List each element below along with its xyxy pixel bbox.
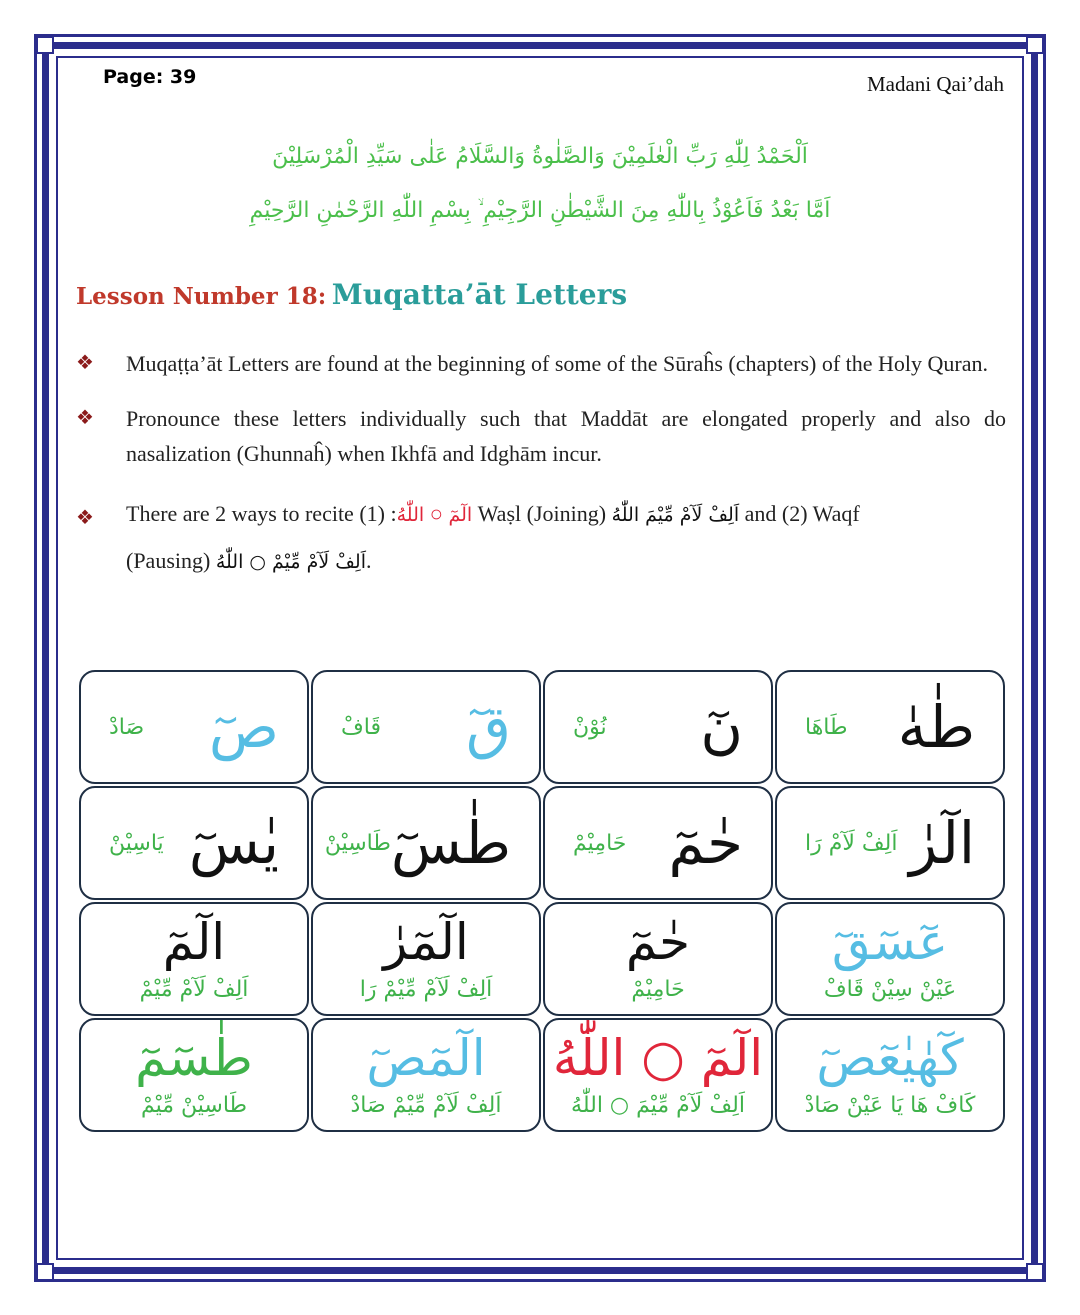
arabic-inline: الٓمٓ: [448, 504, 473, 526]
letter-card: [311, 1018, 541, 1132]
muqattaat-letter: الٓرٰ: [909, 809, 975, 877]
bullet-item: [76, 401, 1006, 471]
letter-pronunciation: اَلِفْ لَآمْ مِّيْمْ رَا: [359, 976, 493, 1002]
muqattaat-letter: الٓمٓ ○ اللّٰهُ: [552, 1028, 764, 1087]
muqattaat-letter: طٰسٓ: [390, 809, 511, 877]
bullet-text: : (1) Waṣl (Joining): [359, 501, 612, 526]
letter-pronunciation: طَاهَا: [805, 714, 848, 740]
frame-corner-br: [1026, 1263, 1044, 1281]
frame-corner-bl: [36, 1263, 54, 1281]
muqattaat-letter: طٰهٰ: [897, 693, 975, 761]
bullet-text: .: [366, 548, 372, 573]
letter-pronunciation: اَلِفْ لَآمْ مِّيْمْ صَادْ: [350, 1092, 502, 1118]
book-title: Madani Qai’dah: [866, 72, 1004, 96]
bullet-text: Muqaṭṭa’āt Letters are found at the beginning of some of the Sūraĥs (chapters) of the Holy Quran.: [126, 351, 989, 376]
muqattaat-letter: صٓ: [208, 693, 279, 761]
letter-pronunciation: اَلِفْ لَآمْ مِّيْمَ ○ اللّٰهُ: [571, 1092, 745, 1118]
letter-card: [311, 902, 541, 1016]
dua-line-1: اَلْحَمْدُ لِلّٰهِ رَبِّ الْعٰلَمِيْنَ وَالصَّلٰوةُ وَالسَّلَامُ عَلٰى سَيِّدِ الْمُرْسَلِيْنَ: [272, 144, 808, 169]
muqattaat-letter: الٓمٓرٰ: [383, 912, 469, 971]
bullet-list: [76, 346, 1006, 605]
letter-card: [543, 902, 773, 1016]
letter-pronunciation: قَافْ: [341, 714, 382, 740]
arabic-inline: اَلِفْ لَآمْ مِّيْمَ اللّٰهُ: [611, 504, 740, 526]
bullet-text: Pronounce these letters individually such that Maddāt are elongated properly and also do nasalization (Ghunnaĥ) when Ikhfā and Idghām incur.: [126, 406, 1006, 466]
letter-card: [543, 1018, 773, 1132]
letter-card: [775, 1018, 1005, 1132]
letter-card: [543, 786, 773, 900]
frame-corner-tl: [36, 36, 54, 54]
letter-card: [79, 1018, 309, 1132]
letter-pronunciation: اَلِفْ لَآمْ رَا: [805, 830, 898, 856]
muqattaat-letter: يٰسٓ: [188, 809, 279, 877]
letter-grid: [79, 670, 1005, 1132]
letter-card: [775, 786, 1005, 900]
bullet-item: [76, 346, 1006, 381]
letter-pronunciation: نُوْنْ: [573, 714, 607, 740]
bullet-text: (Pausing): [126, 548, 216, 573]
letter-pronunciation: طَاسِيْنْ: [324, 830, 391, 856]
arabic-inline: اللّٰهُ: [396, 504, 425, 526]
muqattaat-letter: عٓسٓقٓ: [831, 912, 949, 971]
letter-card: [311, 670, 541, 784]
letter-pronunciation: عَيْنْ سِيْنْ قَافْ: [823, 976, 957, 1002]
letter-pronunciation: حَامِيْمْ: [631, 976, 685, 1002]
muqattaat-letter: حٰمٓ: [668, 809, 743, 877]
letter-card: [79, 902, 309, 1016]
lesson-number: Lesson Number 18:: [76, 283, 327, 310]
lesson-heading: [76, 278, 627, 311]
letter-pronunciation: اَلِفْ لَآمْ مِّيْمْ: [139, 976, 249, 1002]
bullet-text: There are 2 ways to recite: [126, 501, 360, 526]
letter-pronunciation: طَاسِيْنْ مِّيْمْ: [140, 1092, 248, 1118]
letter-pronunciation: يَاسِيْنْ: [109, 830, 164, 856]
dua-line-2: اَمَّا بَعْدُ فَاَعُوْذُ بِاللّٰهِ مِنَ الشَّيْطٰنِ الرَّجِيْمِ ۙ بِسْمِ اللّٰهِ الرَّحْمٰنِ الرَّحِيْمِ: [249, 198, 831, 223]
bullet-diamond-icon: ❖: [76, 352, 94, 374]
letter-card: [775, 902, 1005, 1016]
muqattaat-letter: قٓ: [465, 693, 511, 761]
letter-card: [775, 670, 1005, 784]
muqattaat-letter: نٓ: [700, 693, 743, 761]
letter-pronunciation: حَامِيْمْ: [573, 830, 627, 856]
letter-card: [543, 670, 773, 784]
frame-corner-tr: [1026, 36, 1044, 54]
muqattaat-letter: حٰمٓ: [625, 912, 691, 971]
page-number: Page: 39: [103, 66, 197, 88]
letter-pronunciation: صَادْ: [109, 714, 145, 740]
lesson-title: Muqatta’āt Letters: [331, 278, 628, 311]
muqattaat-letter: كٓهٰيٰعٓصٓ: [816, 1028, 964, 1087]
muqattaat-letter: الٓمٓ: [162, 912, 226, 971]
bullet-item: [76, 491, 1006, 585]
separator: ○: [424, 501, 449, 526]
muqattaat-letter: الٓمٓصٓ: [366, 1028, 486, 1087]
arabic-inline: اَلِفْ لَآمْ مِّيْمْ ○ اللّٰهُ: [215, 551, 367, 573]
letter-card: [79, 786, 309, 900]
letter-pronunciation: كَافْ هَا يَا عَيْنْ صَادْ: [804, 1092, 976, 1118]
bullet-text: and (2) Waqf: [739, 501, 860, 526]
muqattaat-letter: طٰسٓمٓ: [135, 1028, 253, 1087]
bullet-diamond-icon: ❖: [76, 507, 94, 529]
letter-card: [79, 670, 309, 784]
letter-card: [311, 786, 541, 900]
bullet-diamond-icon: ❖: [76, 407, 94, 429]
